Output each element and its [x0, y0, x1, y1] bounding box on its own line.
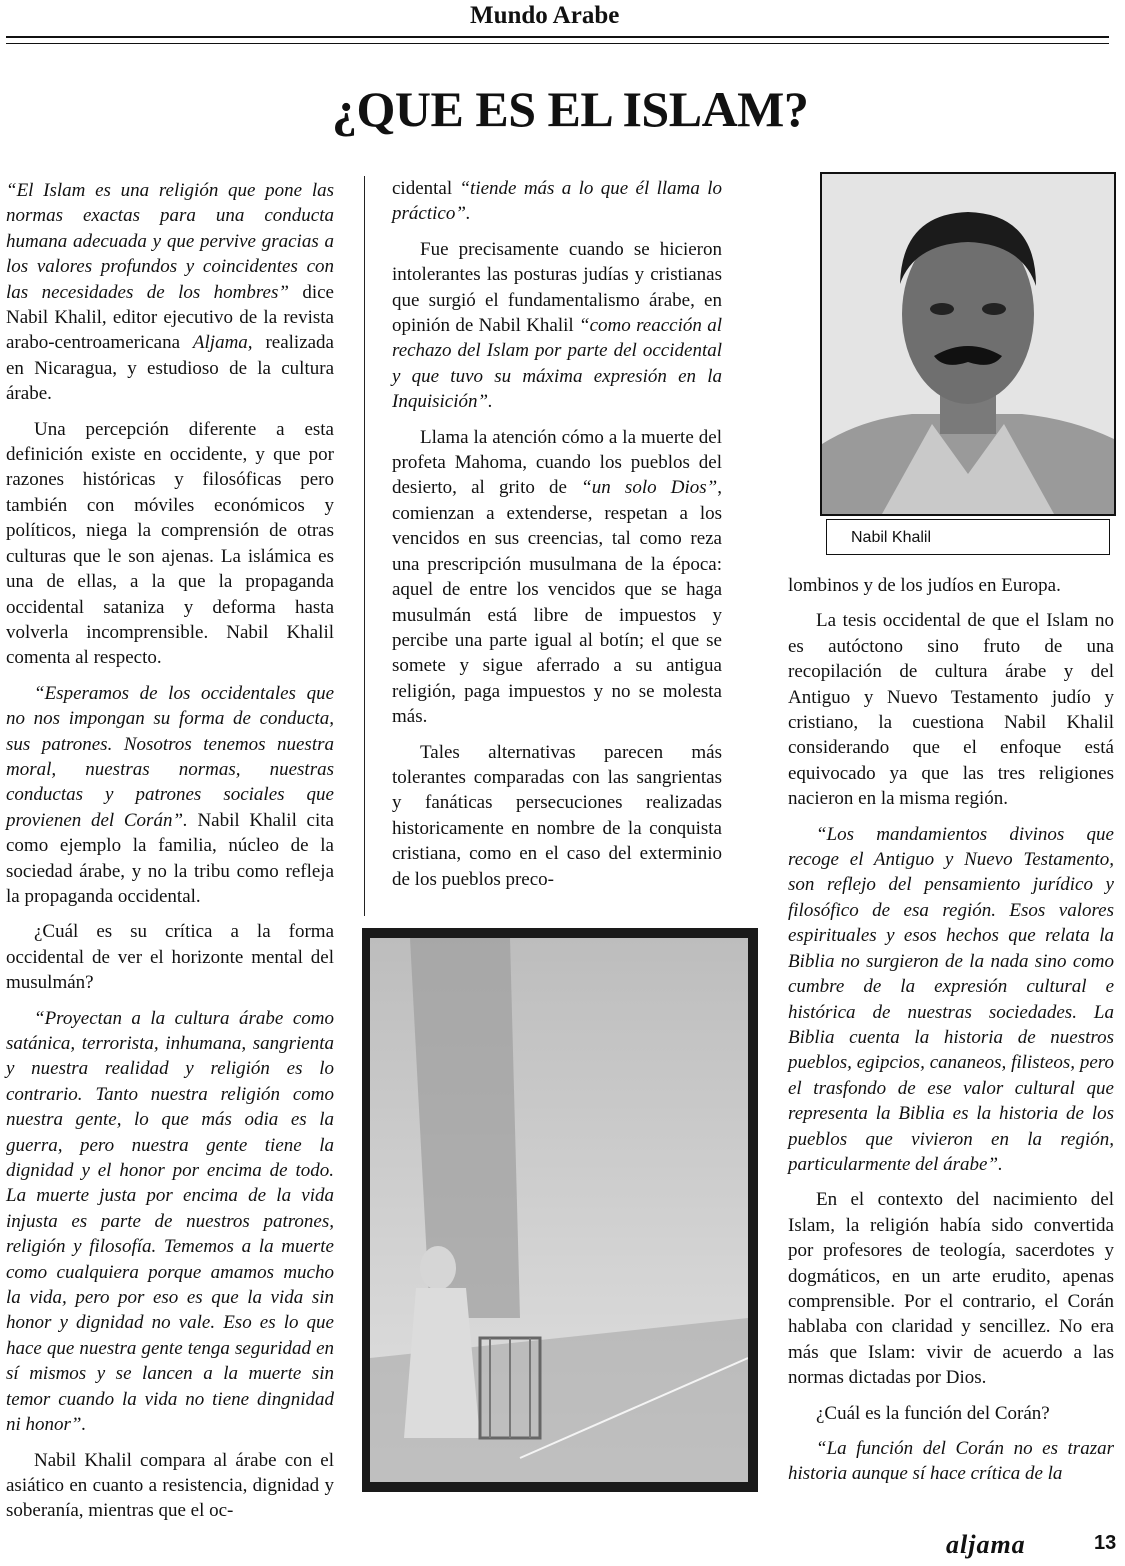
paragraph: En el contexto del nacimiento del Islam, la religión había sido convertida por profesores de teología, sacerdotes y dogmáticos, en un arte erudito, apenas comprensible. Por el contrario, el Corán hablaba con claridad y sencillez. No era más que Islam: vivir de acuerdo a las normas dictadas por Dios. — [788, 1189, 1114, 1389]
section-title: Mundo Arabe — [470, 2, 620, 29]
paragraph: Tales alternativas parecen más tolerantes comparadas con las sangrientas y fanáticas persecuciones realizadas historicamente en nombre de la conquista cristiana, como en el caso del exterminio de los pueblos preco- — [392, 741, 722, 890]
paragraph — [392, 425, 722, 730]
column-1 — [6, 178, 334, 1534]
paragraph — [6, 681, 334, 910]
quote: “como reacción al rechazo del Islam por parte del occidental y que tuvo su máxima expresión en la Inquisición”. — [392, 315, 722, 413]
quote: “tiende más a lo que él llama lo práctico”. — [392, 178, 722, 225]
question: ¿Cuál es la función del Corán? — [816, 1402, 1050, 1424]
text: Fue precisamente cuando se hicieron intolerantes las posturas judías y cristianas que surgió el fundamentalismo árabe, en opinión de Nabil Khalil — [392, 238, 722, 337]
paragraph — [6, 178, 334, 407]
text: dice Nabil Khalil, editor ejecutivo de la revista arabo-centroamericana — [6, 281, 334, 354]
magazine-logo: aljama — [946, 1530, 1026, 1559]
painting-illustration — [362, 928, 758, 1492]
paragraph: La tesis occidental de que el Islam no es autóctono sino fruto de una recopilación de cultura árabe y del Antiguo y Nuevo Testamento judío y cristiano, la cuestiona Nabil Khalil considerando que el enfoque está equivocado ya que las tres religiones nacieron en la misma región. — [788, 610, 1114, 810]
text: Llama la atención cómo a la muerte del profeta Mahoma, cuando los pueblos del desierto, al grito de — [392, 426, 722, 499]
paragraph: Nabil Khalil compara al árabe con el asiático en cuanto a resistencia, dignidad y soberanía, mientras que el oc- — [6, 1449, 334, 1522]
column-2 — [392, 176, 722, 902]
quote-paragraph: “Los mandamientos divinos que recoge el Antiguo y Nuevo Testamento, son reflejo del pensamiento jurídico y filosófico de esa región. Esos valores espirituales y esos hechos que relata la Biblia no surgieron de la nada sino como cumbre de la expresión cultural e histórica de nuestras sociedades. La Biblia cuenta la historia de nuestros pueblos, egipcios, cananeos, filisteos, pero el trasfondo de ese valor cultural que representa la Biblia es la historia de los pueblos que vivieron en la región, particularmente del árabe”. — [788, 823, 1114, 1175]
paragraph — [392, 237, 722, 415]
paragraph — [392, 176, 722, 227]
paragraph: lombinos y de los judíos en Europa. — [788, 575, 1061, 596]
paragraph: Una percepción diferente a esta definición existe en occidente, y que por razones históricas y filosóficas pero también con móviles económicos y políticos, niega la comprensión de otras culturas que le son ajenas. La islámica es una de ellas, a la que la propaganda occidental sataniza y deforma hasta volverla incomprensible. Nabil Khalil comenta al respecto. — [6, 418, 334, 669]
portrait-photo — [820, 172, 1116, 516]
quote-paragraph: “Proyectan a la cultura árabe como satánica, terrorista, inhumana, sangrienta y nuestra realidad y religión es lo contrario. Tanto nuestra religión como nuestra gente, lo que más odia es la guerra, pero nuestra gente tiene la dignidad y el honor por encima de todo. La muerte justa por encima de la vida injusta es parte de nuestros patrones, religión y filosofía. Tememos a la muerte como cualquiera porque amamos mucho la vida, pero por eso es que la vida sin honor y dignidad no vale. Eso es lo que hace que nuestra gente tenga seguridad en sí mismos y se lancen a la muerte sin temor cuando la vida no tiene dingnidad ni honor”. — [6, 1007, 334, 1436]
quote-paragraph: “La función del Corán no es trazar historia aunque sí hace crítica de la — [788, 1438, 1114, 1485]
header-rule-thin — [6, 43, 1109, 44]
text: cidental — [392, 178, 460, 199]
quote: “Esperamos de los occidentales que no nos impongan su forma de conducta, sus patrones. Nosotros tenemos nuestra moral, nuestras normas, nuestras conductas y patrones sociales que provienen del Corán”. — [6, 682, 334, 831]
question: ¿Cuál es su crítica a la forma occidental de ver el horizonte mental del musulmán? — [6, 921, 334, 994]
column-3 — [788, 573, 1114, 1497]
headline: ¿QUE ES EL ISLAM? — [332, 81, 809, 137]
portrait-image — [822, 174, 1114, 514]
magazine-name: Aljama, — [192, 332, 253, 354]
column-divider — [364, 176, 365, 916]
page-number: 13 — [1094, 1532, 1117, 1554]
header-rule — [6, 36, 1109, 38]
photo-caption: Nabil Khalil — [826, 519, 1110, 555]
painting-image — [370, 938, 748, 1482]
quote: “El Islam es una religión que pone las normas exactas para una conducta humana adecuada y que pervive gracias a los valores profundos y coincidentes con las necesidades de los hombres” — [6, 180, 334, 303]
text: realizada en Nicaragua, y estudioso de la cultura árabe. — [6, 332, 334, 405]
text: Nabil Khalil cita como ejemplo la familia, núcleo de la sociedad árabe, y no la tribu como refleja la propaganda occidental. — [6, 809, 334, 907]
text: , comienzan a extenderse, respetan a los vencidos en sus creencias, tal como reza una prescripción musulmana de la época: aquel de entre los vencidos que se haga musulmán está libre de impuestos y percibe una parte igual al botín; el que se somete y sigue aferrado a su antigua religión, paga impuestos y no se molesta más. — [392, 477, 722, 728]
quote: “un solo Dios” — [581, 477, 718, 499]
